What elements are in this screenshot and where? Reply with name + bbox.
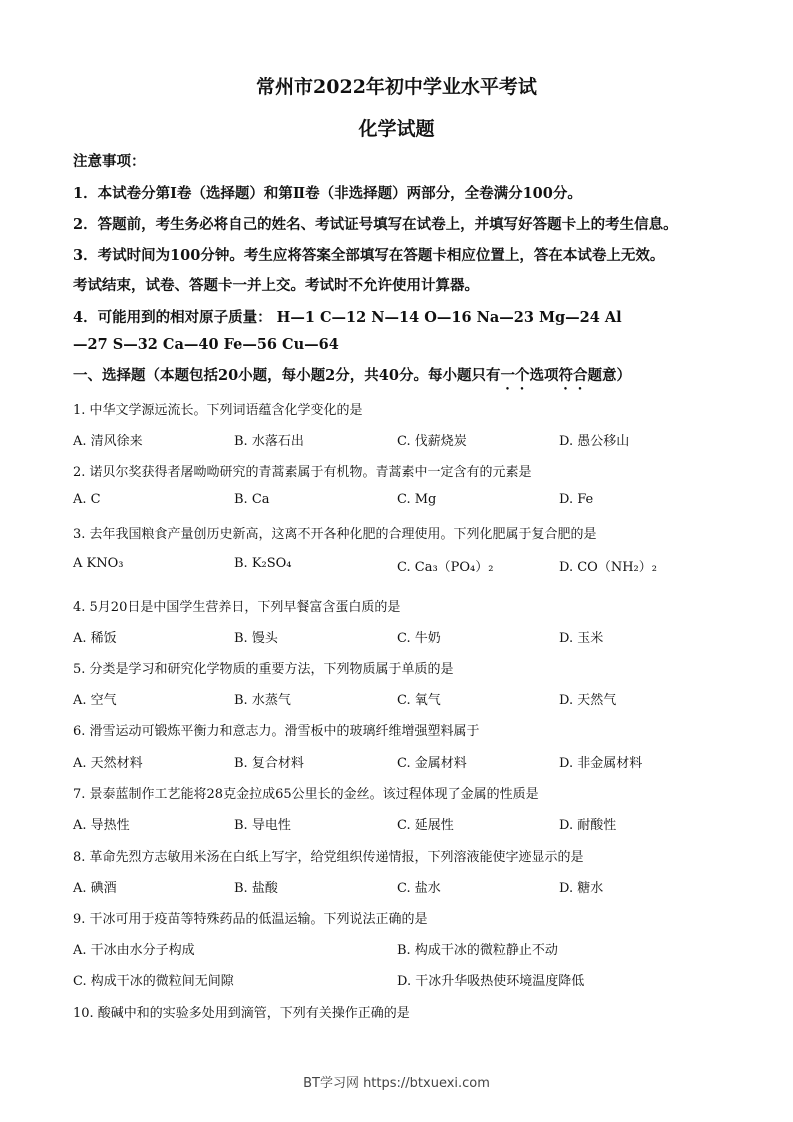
section-heading-emphasis: 一个	[500, 367, 530, 384]
option-b: B. Ca	[234, 492, 270, 507]
question-stem: 1. 中华文学源远流长。下列词语蕴含化学变化的是	[73, 403, 363, 418]
option-c: C. 金属材料	[397, 756, 467, 771]
option-a: A. 稀饭	[73, 631, 117, 646]
section-heading-emphasis: 符合	[558, 367, 588, 384]
question-stem: 2. 诺贝尔奖获得者屠呦呦研究的青蒿素属于有机物。青蒿素中一定含有的元素是	[73, 465, 532, 480]
option-c: C. 牛奶	[397, 631, 441, 646]
notice-heading: 注意事项：	[73, 153, 146, 170]
question-stem: 8. 革命先烈方志敏用米汤在白纸上写字，给党组织传递情报，下列溶液能使字迹显示的是	[73, 850, 584, 865]
option-b: B. 构成干冰的微粒静止不动	[397, 943, 558, 958]
option-c: C. 盐水	[397, 881, 441, 896]
footer-watermark: BT学习网 https://btxuexi.com	[303, 1076, 490, 1091]
question-stem: 10. 酸碱中和的实验多处用到滴管，下列有关操作正确的是	[73, 1006, 410, 1021]
option-a: A. 导热性	[73, 818, 130, 833]
option-a: A. 空气	[73, 693, 117, 708]
option-c: C. Mg	[397, 492, 437, 507]
option-d: D. Fe	[559, 492, 594, 507]
option-c: C. 伐薪烧炭	[397, 434, 467, 449]
option-b: B. 复合材料	[234, 756, 304, 771]
question-stem: 4. 5月20日是中国学生营养日，下列早餐富含蛋白质的是	[73, 600, 401, 615]
exam-subtitle: 化学试题	[358, 118, 435, 140]
section-heading-text: 选项	[529, 367, 559, 384]
option-c: C. 延展性	[397, 818, 454, 833]
question-stem: 5. 分类是学习和研究化学物质的重要方法，下列物质属于单质的是	[73, 662, 454, 677]
option-b: B. 馒头	[234, 631, 278, 646]
option-a: A. 清风徐来	[73, 434, 143, 449]
notice-item: 3．考试时间为100分钟。考生应将答案全部填写在答题卡相应位置上，答在本试卷上无效。	[73, 247, 665, 264]
option-a: A KNO₃	[73, 556, 124, 571]
section-heading-text: 一、选择题（本题包括20小题，每小题2分，共40分。每小题只有	[73, 367, 501, 384]
option-d: D. 愚公移山	[559, 434, 630, 449]
notice-item: 2．答题前，考生务必将自己的姓名、考试证号填写在试卷上，并填写好答题卡上的考生信息。	[73, 216, 678, 233]
question-stem: 9. 干冰可用于疫苗等特殊药品的低温运输。下列说法正确的是	[73, 912, 428, 927]
option-b: B. 水落石出	[234, 434, 304, 449]
option-b: B. 盐酸	[234, 881, 278, 896]
option-a: A. 干冰由水分子构成	[73, 943, 195, 958]
notice-item: 4．可能用到的相对原子质量： H—1 C—12 N—14 O—16 Na—23 Mg—24 Al	[73, 309, 622, 326]
option-d: D. 非金属材料	[559, 756, 643, 771]
option-d: D. 玉米	[559, 631, 604, 646]
option-d: D. 干冰升华吸热使环境温度降低	[397, 974, 585, 989]
question-stem: 7. 景泰蓝制作工艺能将28克金拉成65公里长的金丝。该过程体现了金属的性质是	[73, 787, 539, 802]
option-c: C. Ca₃（PO₄）₂	[397, 560, 494, 575]
notice-item: —27 S—32 Ca—40 Fe—56 Cu—64	[73, 336, 339, 353]
option-b: B. 水蒸气	[234, 693, 291, 708]
question-stem: 6. 滑雪运动可锻炼平衡力和意志力。滑雪板中的玻璃纤维增强塑料属于	[73, 724, 480, 739]
option-d: D. 糖水	[559, 881, 604, 896]
option-a: A. 天然材料	[73, 756, 143, 771]
option-d: D. 耐酸性	[559, 818, 617, 833]
option-b: B. 导电性	[234, 818, 291, 833]
option-c: C. 氧气	[397, 693, 441, 708]
option-a: A. C	[73, 492, 101, 507]
option-d: D. 天然气	[559, 693, 617, 708]
exam-title: 常州市2022年初中学业水平考试	[256, 76, 537, 98]
section-heading-text: 题意）	[587, 367, 631, 384]
section-heading	[73, 364, 631, 393]
question-stem: 3. 去年我国粮食产量创历史新高，这离不开各种化肥的合理使用。下列化肥属于复合肥的是	[73, 527, 597, 542]
option-b: B. K₂SO₄	[234, 556, 292, 571]
notice-item: 考试结束，试卷、答题卡一并上交。考试时不允许使用计算器。	[73, 277, 479, 294]
option-a: A. 碘酒	[73, 881, 117, 896]
option-d: D. CO（NH₂）₂	[559, 560, 657, 575]
notice-item: 1．本试卷分第Ⅰ卷（选择题）和第Ⅱ卷（非选择题）两部分，全卷满分100分。	[73, 185, 582, 202]
option-c: C. 构成干冰的微粒间无间隙	[73, 974, 234, 989]
